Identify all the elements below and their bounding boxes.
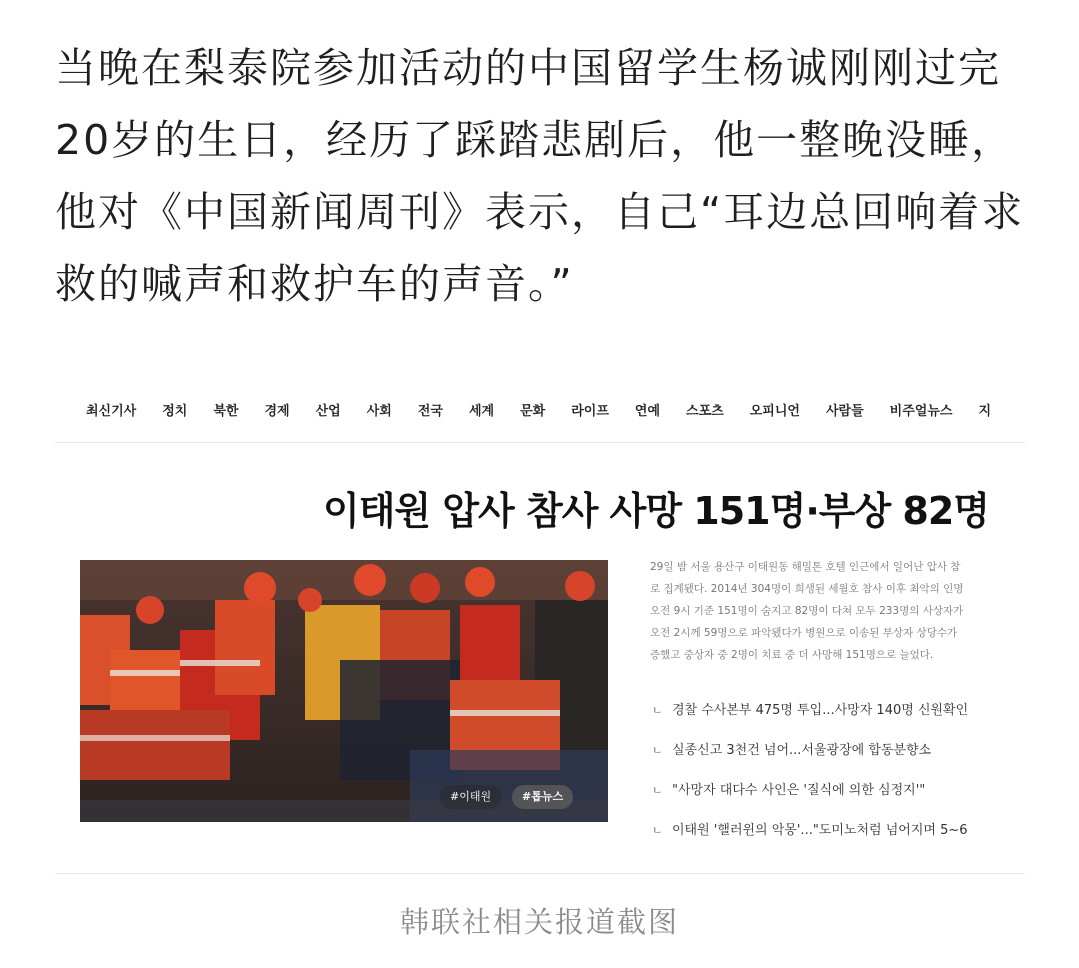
nav-item-life[interactable]: 라이프 <box>571 404 609 419</box>
divider <box>55 873 1025 874</box>
nav-item-industry[interactable]: 산업 <box>315 404 341 419</box>
nav-item-world[interactable]: 세계 <box>468 404 495 419</box>
nav-item-people[interactable]: 사람들 <box>825 404 864 419</box>
intro-paragraph <box>55 32 1035 320</box>
nav-item-culture[interactable]: 문화 <box>520 404 546 419</box>
summary-line: 오전 2시께 59명으로 파악됐다가 병원으로 이송된 부상자 상당수가 <box>650 627 958 639</box>
nav-item-north-korea[interactable]: 북한 <box>213 404 239 419</box>
rescue-scene-image <box>80 560 608 822</box>
summary-line: 증했고 중상자 중 2명이 치료 중 더 사망해 151명으로 늘었다. <box>650 649 934 661</box>
summary-line: 로 집계됐다. 2014년 304명이 희생된 세월호 참사 이후 최악의 인명 <box>650 583 964 595</box>
intro-line: 救的喊声和救护车的声音。” <box>55 260 574 308</box>
related-article-link[interactable] <box>650 776 1025 816</box>
image-caption: 韩联社相关报道截图 <box>399 905 679 939</box>
intro-line: 20岁的生日，经历了踩踏悲剧后，他一整晚没睡， <box>55 116 1015 164</box>
nav-item-society[interactable]: 사회 <box>366 404 392 419</box>
nav-item-nationwide[interactable]: 전국 <box>417 404 443 419</box>
related-article-title[interactable]: 실종신고 3천건 넘어...서울광장에 합동분향소 <box>672 743 932 758</box>
related-article-title[interactable]: "사망자 대다수 사인은 '질식에 의한 심정지'" <box>672 783 926 798</box>
summary-line: 오전 9시 기준 151명이 숨지고 82명이 다쳐 모두 233명의 사상자가 <box>650 605 964 617</box>
reply-arrow-icon: ㄴ <box>652 744 663 757</box>
photo-tag-top-news[interactable]: #톱뉴스 <box>512 785 573 809</box>
reply-arrow-icon: ㄴ <box>652 704 663 717</box>
news-screenshot <box>55 380 1025 875</box>
photo-tag-itaewon[interactable]: #이태원 <box>440 785 501 809</box>
related-article-link[interactable] <box>650 736 1025 776</box>
nav-item-sports[interactable]: 스포츠 <box>686 404 724 419</box>
nav-divider <box>55 442 1025 443</box>
related-article-link[interactable] <box>650 816 1025 856</box>
related-articles-list <box>650 696 1025 856</box>
nav-item-economy[interactable]: 경제 <box>264 404 290 419</box>
nav-item-entertainment[interactable]: 연예 <box>634 404 661 419</box>
nav-item-politics[interactable]: 정치 <box>162 404 188 419</box>
related-article-title[interactable]: 경찰 수사본부 475명 투입...사망자 140명 신원확인 <box>672 703 969 718</box>
nav-item-opinion[interactable]: 오피니언 <box>749 404 800 419</box>
reply-arrow-icon: ㄴ <box>652 784 663 797</box>
related-article-link[interactable] <box>650 696 1025 736</box>
reply-arrow-icon: ㄴ <box>652 824 663 837</box>
intro-line: 当晚在梨泰院参加活动的中国留学生杨诚刚刚过完 <box>55 44 1001 92</box>
nav-item-more[interactable]: 지 <box>978 404 992 419</box>
article-summary <box>650 556 1025 666</box>
article-headline[interactable]: 이태원 압사 참사 사망 151명·부상 82명 <box>323 489 989 533</box>
related-article-title[interactable]: 이태원 '핼러윈의 악몽'..."도미노처럼 넘어지며 5~6 <box>672 823 968 838</box>
news-photo[interactable] <box>80 560 608 822</box>
summary-line: 29일 밤 서울 용산구 이태원동 해밀톤 호텔 인근에서 일어난 압사 참 <box>650 561 961 573</box>
category-nav <box>55 400 1025 430</box>
nav-item-visual-news[interactable]: 비주얼뉴스 <box>889 404 953 419</box>
intro-line: 他对《中国新闻周刊》表示，自己“耳边总回响着求 <box>55 188 1025 236</box>
nav-item-latest[interactable]: 최신기사 <box>86 404 137 419</box>
